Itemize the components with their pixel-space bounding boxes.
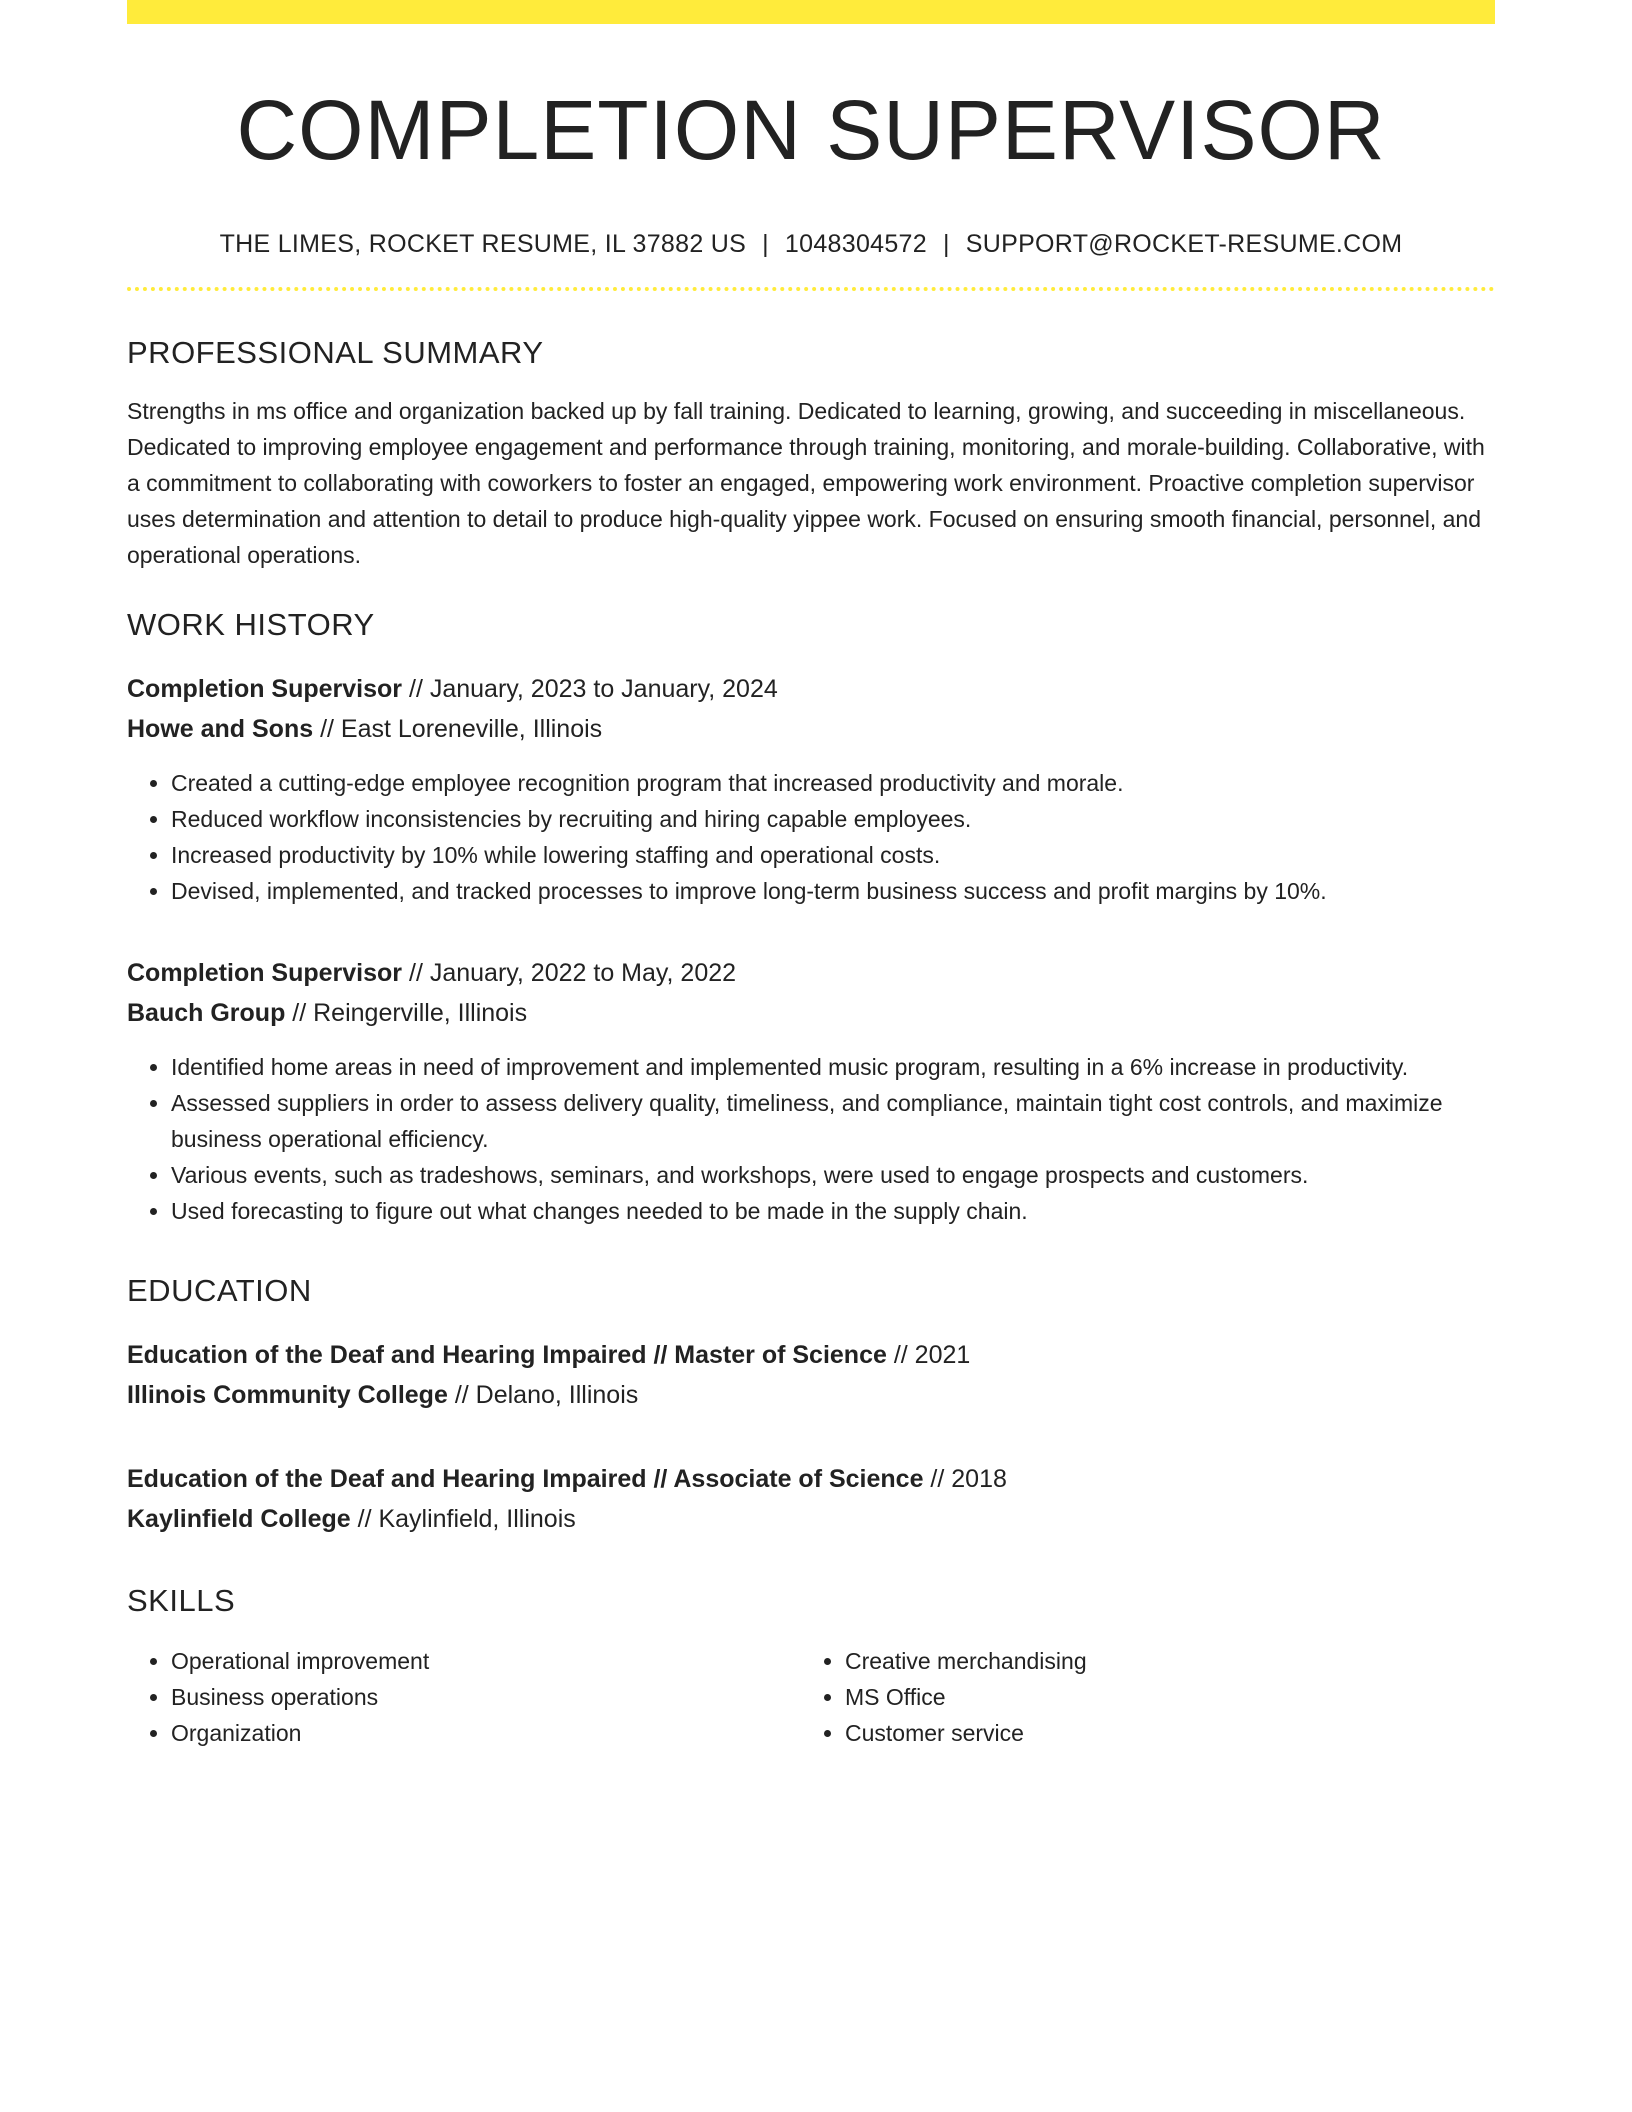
job-role: Completion Supervisor (127, 675, 403, 704)
education-entry (127, 1335, 1495, 1415)
skill-item: • Customer service (845, 1715, 1475, 1751)
job-location: // Reingerville, Illinois (285, 999, 528, 1028)
list-item: • Reduced workflow inconsistencies by recruiting and hiring capable employees. (171, 801, 1495, 837)
list-item: • Increased productivity by 10% while lowering staffing and operational costs. (171, 837, 1495, 873)
resume-name: COMPLETION SUPERVISOR (236, 83, 1386, 177)
list-item: • Various events, such as tradeshows, seminars, and workshops, were used to engage prospects and customers. (171, 1157, 1495, 1193)
education-year: // 2021 (886, 1341, 971, 1370)
job-entry (127, 669, 1495, 909)
job-bullets (127, 1049, 1495, 1229)
skill-item: • MS Office (845, 1679, 1475, 1715)
job-title-line (127, 953, 1495, 993)
header-divider (127, 287, 1495, 291)
education-degree: Education of the Deaf and Hearing Impaired // Master of Science (127, 1341, 887, 1370)
education-degree-line (127, 1335, 1495, 1375)
resume-page (127, 0, 1495, 1751)
summary-heading: PROFESSIONAL SUMMARY (127, 335, 544, 371)
education-location: // Kaylinfield, Illinois (350, 1505, 576, 1534)
skills-column-right (801, 1643, 1475, 1751)
job-title-line (127, 669, 1495, 709)
education-entry (127, 1459, 1495, 1539)
education-school: Illinois Community College (127, 1381, 448, 1410)
list-item: • Created a cutting-edge employee recognition program that increased productivity and morale. (171, 765, 1495, 801)
skill-item: • Operational improvement (171, 1643, 801, 1679)
summary-text: Strengths in ms office and organization backed up by fall training. Dedicated to learning, growing, and succeeding in miscellaneous. Dedicated to improving employee engagement and performance through training, monitoring, and morale-building. Collaborative, with a commitment to collaborating with coworkers to foster an engaged, empowering work environment. Proactive completion supervisor uses determination and attention to detail to produce high-quality yippee work. Focused on ensuring smooth financial, personnel, and operational operations. (127, 398, 1485, 569)
job-entry (127, 953, 1495, 1229)
contact-phone: 1048304572 (784, 230, 927, 259)
education-degree: Education of the Deaf and Hearing Impaired // Associate of Science (127, 1465, 924, 1494)
job-dates: // January, 2022 to May, 2022 (402, 959, 737, 988)
list-item: • Assessed suppliers in order to assess delivery quality, timeliness, and compliance, maintain tight cost controls, and maximize business operational efficiency. (171, 1085, 1495, 1157)
job-location: // East Loreneville, Illinois (313, 715, 603, 744)
skills-column-left (127, 1643, 801, 1751)
skills-grid (127, 1643, 1495, 1751)
education-year: // 2018 (923, 1465, 1007, 1494)
skill-item: • Creative merchandising (845, 1643, 1475, 1679)
list-item: • Used forecasting to figure out what changes needed to be made in the supply chain. (171, 1193, 1495, 1229)
education-school-line (127, 1499, 1495, 1539)
skill-item: • Organization (171, 1715, 801, 1751)
list-item: • Devised, implemented, and tracked processes to improve long-term business success and profit margins by 10%. (171, 873, 1495, 909)
contact-separator: | (942, 230, 950, 259)
education-degree-line (127, 1459, 1495, 1499)
job-dates: // January, 2023 to January, 2024 (402, 675, 778, 704)
contact-line (127, 230, 1495, 259)
job-company-line (127, 993, 1495, 1033)
list-item: • Identified home areas in need of improvement and implemented music program, resulting in a 6% increase in productivity. (171, 1049, 1495, 1085)
education-heading: EDUCATION (127, 1273, 312, 1309)
work-history-heading: WORK HISTORY (127, 607, 375, 643)
skills-heading: SKILLS (127, 1583, 236, 1619)
job-role: Completion Supervisor (127, 959, 403, 988)
skill-item: • Business operations (171, 1679, 801, 1715)
education-school-line (127, 1375, 1495, 1415)
job-bullets (127, 765, 1495, 909)
education-school: Kaylinfield College (127, 1505, 351, 1534)
job-company: Bauch Group (127, 999, 286, 1028)
job-company-line (127, 709, 1495, 749)
job-company: Howe and Sons (127, 715, 314, 744)
contact-email: SUPPORT@ROCKET-RESUME.COM (965, 230, 1403, 259)
contact-separator: | (762, 230, 769, 259)
top-accent-bar (127, 0, 1495, 24)
contact-address: THE LIMES, ROCKET RESUME, IL 37882 US (219, 230, 747, 259)
education-location: // Delano, Illinois (447, 1381, 639, 1410)
